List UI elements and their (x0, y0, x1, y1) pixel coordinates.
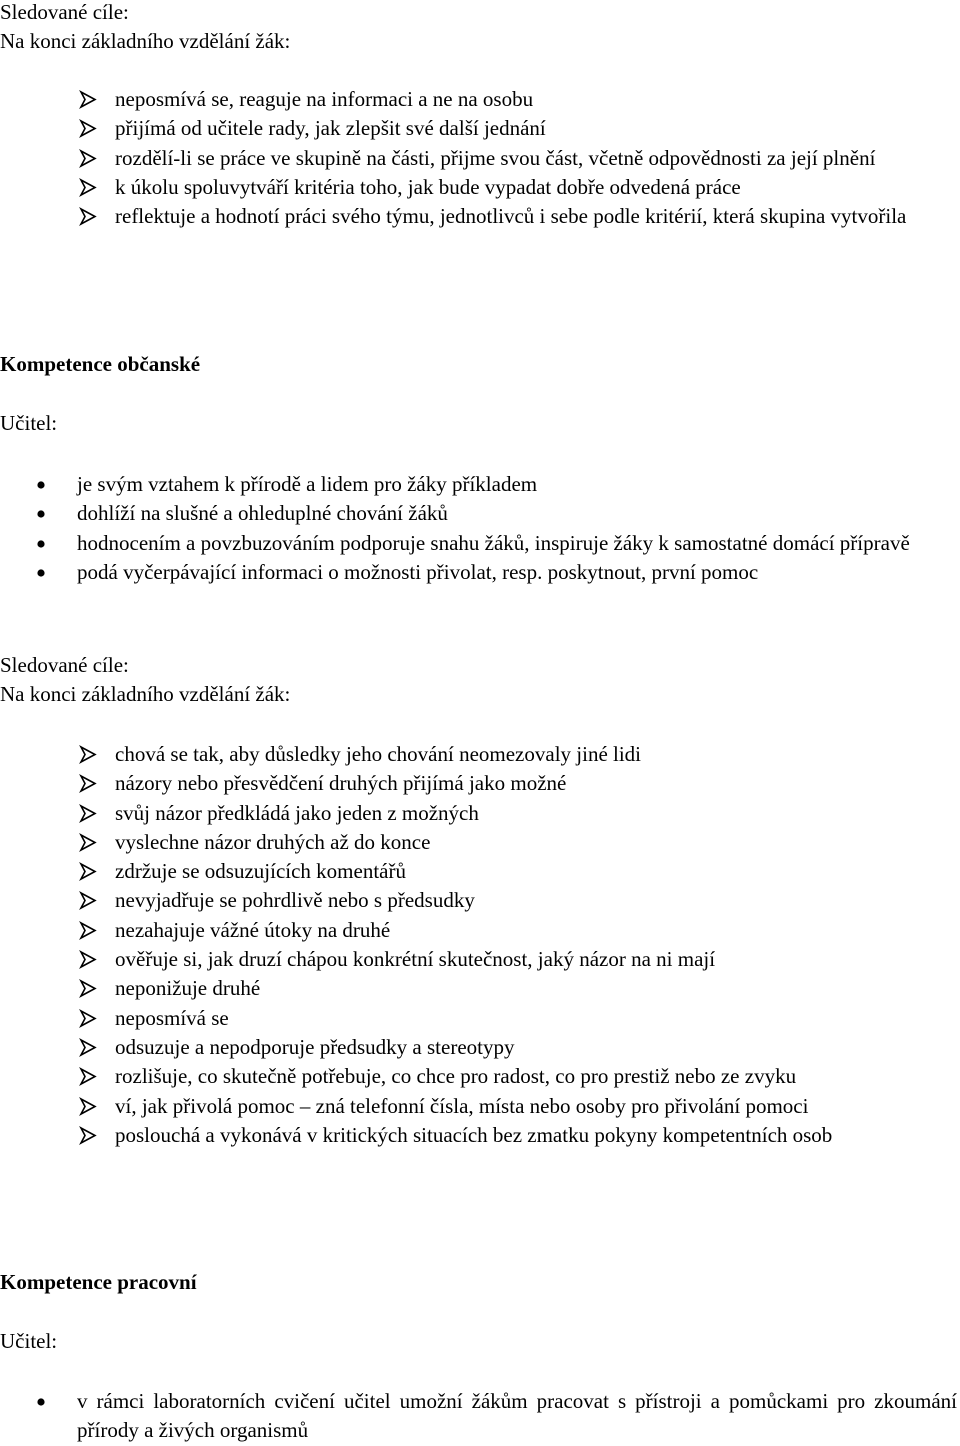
list-item-text: neposmívá se (115, 1005, 229, 1030)
bullet-dot-icon (35, 470, 47, 499)
arrow-bullet-icon (78, 1004, 98, 1033)
list-item-text: vyslechne názor druhých až do konce (115, 829, 431, 854)
list-item-text: hodnocením a povzbuzováním podporuje snahu žáků, inspiruje žáky k samostatné domácí přípravě (77, 530, 910, 555)
list-item (115, 85, 957, 114)
arrow-bullet-icon (78, 740, 98, 769)
list-item (77, 1387, 957, 1446)
arrow-bullet-icon (78, 85, 98, 114)
list-item-text: názory nebo přesvědčení druhých přijímá jako možné (115, 771, 567, 796)
list-item-text: v rámci laboratorních cvičení učitel umožní žákům pracovat s přístroji a pomůckami pro zkoumání přírody a živých organismů (77, 1389, 957, 1443)
list-item-text: je svým vztahem k přírodě a lidem pro žáky příkladem (77, 472, 538, 496)
arrow-bullet-icon (78, 202, 98, 231)
arrow-bullet-icon (78, 1121, 98, 1150)
list-item (115, 1033, 957, 1062)
list-item-text: zdržuje se odsuzujících komentářů (115, 859, 406, 884)
arrow-bullet-icon (78, 945, 98, 974)
arrow-bullet-icon (78, 144, 98, 173)
list-item (115, 974, 957, 1003)
list-item-text: nevyjadřuje se pohrdlivě nebo s předsudky (115, 888, 475, 913)
arrow-bullet-icon (78, 1033, 98, 1062)
list-item (115, 740, 957, 769)
list-item-text: poslouchá a vykonává v kritických situacích bez zmatku pokyny kompetentních osob (115, 1122, 833, 1147)
list-item (115, 916, 957, 945)
list-item (77, 499, 957, 528)
list-item-text: rozlišuje, co skutečně potřebuje, co chce pro radost, co pro prestiž nebo ze zvyku (115, 1064, 797, 1089)
list-item (115, 202, 957, 231)
list-item (115, 799, 957, 828)
arrow-bullet-icon (78, 916, 98, 945)
goals-heading: Sledované cíle: (0, 0, 129, 24)
bullet-dot-icon (35, 1387, 47, 1416)
list-item (115, 144, 957, 173)
list-item (115, 1092, 957, 1121)
list-item-text: reflektuje a hodnotí práci svého týmu, jednotlivců i sebe podle kritérií, která skupina vytvořila (115, 204, 907, 229)
list-item-text: rozdělí-li se práce ve skupině na části, přijme svou část, včetně odpovědnosti za její plnění (115, 145, 876, 170)
goals-list (115, 740, 957, 1150)
goals-list (115, 85, 957, 231)
bullet-dot-icon (35, 529, 47, 558)
list-item (115, 828, 957, 857)
list-item-text: k úkolu spoluvytváří kritéria toho, jak bude vypadat dobře odvedená práce (115, 174, 741, 199)
list-item (77, 558, 957, 587)
list-item (115, 945, 957, 974)
list-item-text: svůj názor předkládá jako jeden z možných (115, 800, 479, 825)
list-item (77, 470, 957, 499)
list-item (115, 1121, 957, 1150)
arrow-bullet-icon (78, 828, 98, 857)
list-item-text: dohlíží na slušné a ohleduplné chování žáků (77, 501, 448, 526)
arrow-bullet-icon (78, 857, 98, 886)
bullet-dot-icon (35, 499, 47, 528)
arrow-bullet-icon (78, 799, 98, 828)
list-item-text: neposmívá se, reaguje na informaci a ne na osobu (115, 87, 534, 111)
list-item (115, 114, 957, 143)
list-item (115, 857, 957, 886)
arrow-bullet-icon (78, 974, 98, 1003)
section-title: Kompetence pracovní (0, 1270, 197, 1294)
teacher-label: Učitel: (0, 1329, 58, 1353)
list-item-text: nezahajuje vážné útoky na druhé (115, 917, 391, 942)
bullet-dot-icon (35, 558, 47, 587)
goals-heading: Sledované cíle: (0, 653, 129, 677)
list-item-text: chová se tak, aby důsledky jeho chování neomezovaly jiné lidi (115, 742, 642, 766)
arrow-bullet-icon (78, 886, 98, 915)
list-item-text: ví, jak přivolá pomoc – zná telefonní čísla, místa nebo osoby pro přivolání pomoci (115, 1093, 809, 1118)
arrow-bullet-icon (78, 1092, 98, 1121)
goals-subheading: Na konci základního vzdělání žák: (0, 29, 291, 53)
arrow-bullet-icon (78, 114, 98, 143)
list-item-text: přijímá od učitele rady, jak zlepšit své další jednání (115, 116, 546, 141)
list-item (115, 1004, 957, 1033)
arrow-bullet-icon (78, 769, 98, 798)
list-item (77, 529, 957, 558)
goals-subheading: Na konci základního vzdělání žák: (0, 682, 291, 706)
teacher-list (77, 1387, 957, 1446)
list-item-text: ověřuje si, jak druzí chápou konkrétní skutečnost, jaký názor na ni mají (115, 947, 716, 972)
list-item-text: odsuzuje a nepodporuje předsudky a stereotypy (115, 1034, 515, 1059)
list-item (115, 769, 957, 798)
list-item (115, 173, 957, 202)
section-title: Kompetence občanské (0, 352, 201, 376)
list-item-text: podá vyčerpávající informaci o možnosti přivolat, resp. poskytnout, první pomoc (77, 559, 759, 584)
list-item-text: neponižuje druhé (115, 976, 261, 1001)
list-item (115, 886, 957, 915)
list-item (115, 1062, 957, 1091)
arrow-bullet-icon (78, 173, 98, 202)
teacher-list (77, 470, 957, 587)
teacher-label: Učitel: (0, 411, 58, 435)
arrow-bullet-icon (78, 1062, 98, 1091)
